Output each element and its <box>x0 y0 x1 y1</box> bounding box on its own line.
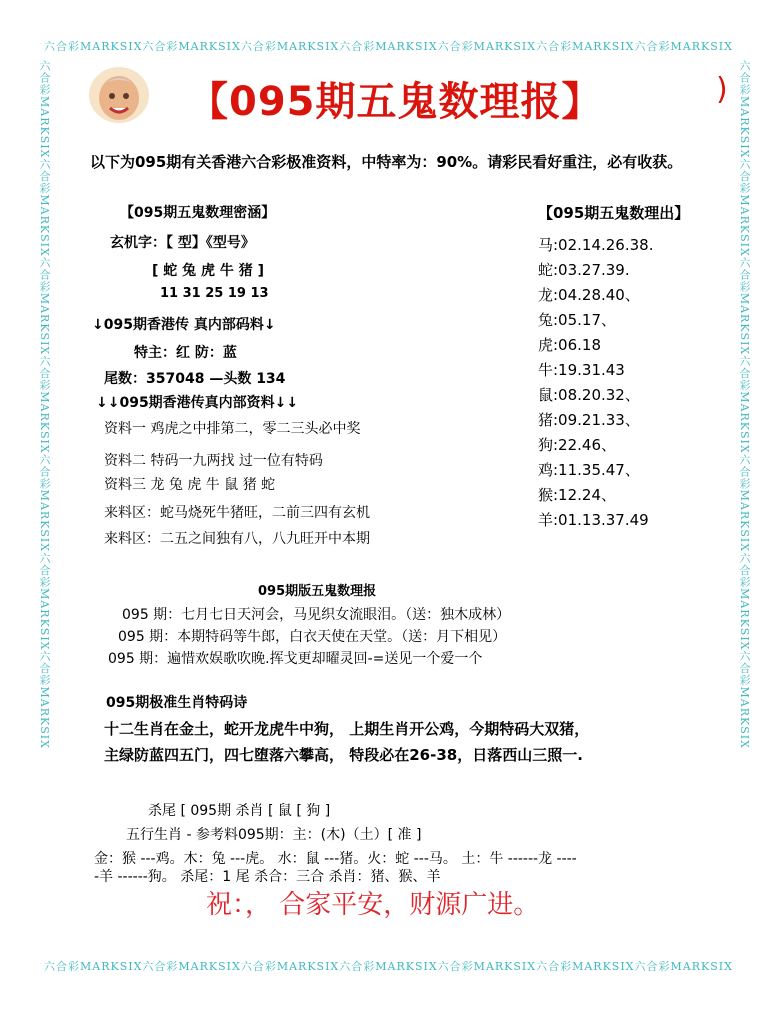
tail-line: 尾数：357048 —头数 134 <box>104 371 286 387</box>
five-elements-line: 五行生肖 - 参考料095期：主：(木)（土）[ 准 ] <box>126 827 422 843</box>
list-item: 羊:01.13.37.49 <box>538 511 649 529</box>
zodiac-poem-line-1: 十二生肖在金土，蛇开龙虎牛中狗， 上期生肖开公鸡，今期特码大双猪， <box>104 720 590 738</box>
middle-heading: 095期版五鬼数理报 <box>258 584 377 599</box>
poem-line-2: 095 期：本期特码等牛郎，白衣天使在天堂。（送：月下相见） <box>118 629 507 645</box>
data-line-3: 资料三 龙 兔 虎 牛 鼠 猪 蛇 <box>104 477 276 493</box>
special-line: 特主：红 防：蓝 <box>134 345 237 361</box>
avatar-image <box>88 66 150 124</box>
list-item: 兔:05.17、 <box>538 311 616 329</box>
list-item: 蛇:03.27.39. <box>538 261 630 279</box>
list-item: 马:02.14.26.38. <box>538 236 654 254</box>
poem-line-3: 095 期：遍惜欢娱歌吹晚.挥戈更却曜灵回-=送见一个爱一个 <box>108 651 483 667</box>
zodiac-poem-line-2: 主绿防蓝四五门，四七堕落六攀高， 特段必在26-38，日落西山三照一. <box>104 746 583 764</box>
border-top: 六合彩MARKSIX六合彩MARKSIX六合彩MARKSIX六合彩MARKSIX六合彩MARKSIX六合彩MARKSIX六合彩MARKSIX <box>44 40 733 53</box>
source-line-2: 来料区：二五之间独有八，八九旺开中本期 <box>104 531 370 547</box>
page-title: 【095期五鬼数理报】 <box>188 79 603 125</box>
source-line-1: 来料区：蛇马烧死牛猪旺，二前三四有玄机 <box>104 505 370 521</box>
border-left: 六合彩MARKSIX六合彩MARKSIX六合彩MARKSIX六合彩MARKSIX六合彩MARKSIX六合彩MARKSIX六合彩MARKSIX <box>38 60 51 749</box>
number-line: 11 31 25 19 13 <box>160 286 269 301</box>
list-item: 狗:22.46、 <box>538 436 616 454</box>
list-item: 虎:06.18 <box>538 336 601 354</box>
right-heading: 【095期五鬼数理出】 <box>538 204 690 222</box>
list-item: 鸡:11.35.47、 <box>538 461 640 479</box>
list-item: 牛:19.31.43 <box>538 361 625 379</box>
list-item: 龙:04.28.40、 <box>538 286 640 304</box>
blessing-text: 祝：， 合家平安，财源广进。 <box>206 890 540 920</box>
title-paren: ) <box>716 72 728 107</box>
border-bottom: 六合彩MARKSIX六合彩MARKSIX六合彩MARKSIX六合彩MARKSIX六合彩MARKSIX六合彩MARKSIX六合彩MARKSIX <box>44 960 733 973</box>
elements-line-1: 金：猴 ---鸡。木：兔 ---虎。 水：鼠 ---猪。火：蛇 ---马。 土：牛 ------龙 ---- <box>94 851 577 867</box>
data-line-2: 资料二 特码一九两找 过一位有特码 <box>104 453 323 469</box>
list-item: 鼠:08.20.32、 <box>538 386 640 404</box>
list-item: 猪:09.21.33、 <box>538 411 640 429</box>
kill-line: 杀尾 [ 095期 杀肖 [ 鼠 [ 狗 ] <box>148 803 331 819</box>
data-line-1: 资料一 鸡虎之中排第二，零二三头必中奖 <box>104 421 361 437</box>
hk-heading-2: ↓↓095期香港传真内部资料↓↓ <box>96 395 299 411</box>
secret-heading: 【095期五鬼数理密涵】 <box>120 205 276 221</box>
zodiac-poem-heading: 095期极准生肖特码诗 <box>106 695 248 711</box>
border-right: 六合彩MARKSIX六合彩MARKSIX六合彩MARKSIX六合彩MARKSIX六合彩MARKSIX六合彩MARKSIX六合彩MARKSIX <box>738 60 751 749</box>
intro-text: 以下为095期有关香港六合彩极准资料，中特率为：90%。请彩民看好重注，必有收获。 <box>90 153 683 171</box>
poem-line-1: 095 期：七月七日天河会，马见织女流眼泪。（送：独木成林） <box>122 607 511 623</box>
elements-line-2: -羊 ------狗。 杀尾：1 尾 杀合：三合 杀肖：猪、猴、羊 <box>94 869 441 885</box>
list-item: 猴:12.24、 <box>538 486 616 504</box>
hk-heading-1: ↓095期香港传 真内部码料↓ <box>92 317 276 333</box>
mystery-label: 玄机字：【 型】《型号》 <box>110 235 255 251</box>
zodiac-line: [ 蛇 兔 虎 牛 猪 ] <box>152 263 265 279</box>
